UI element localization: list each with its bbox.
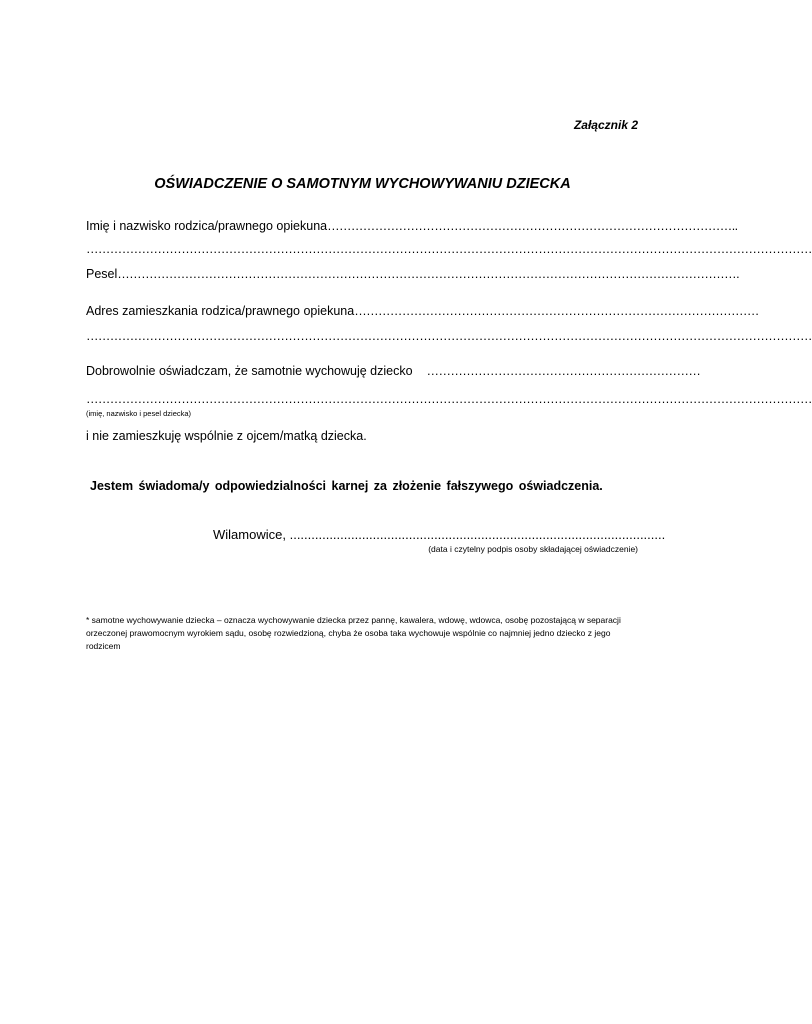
child-data-caption: (imię, nazwisko i pesel dziecka) (86, 409, 192, 418)
parent-name-field[interactable]: ………………………………………………………………………………………….. (327, 219, 738, 233)
place-label: Wilamowice, (213, 527, 286, 542)
child-data-field[interactable]: ………………………………………………………………………………………………………………………………………………………………… (86, 392, 812, 406)
annex-label: Załącznik 2 (573, 118, 638, 132)
address-continuation-line (86, 328, 812, 344)
document-title: OŚWIADCZENIE O SAMOTNYM WYCHOWYWANIU DZIECKA (154, 176, 571, 192)
address-label: Adres zamieszkania rodzica/prawnego opiekuna (86, 304, 355, 318)
parent-name-label: Imię i nazwisko rodzica/prawnego opiekuna (86, 219, 328, 233)
signature-field[interactable]: ........................................................................................................ (289, 527, 666, 542)
pesel-field[interactable]: …………………………………………………………………………………………………………………………………………. (117, 267, 739, 281)
parent-name-continuation-line (86, 241, 812, 257)
place-date-line (213, 527, 666, 542)
address-line (86, 303, 759, 319)
signature-caption: (data i czytelny podpis osoby składającej oświadczenie) (428, 544, 638, 554)
declaration-field[interactable]: …………………………………………………………… (426, 364, 701, 378)
address-continuation-field[interactable]: ………………………………………………………………………………………………………………………………………………………………… (86, 329, 812, 343)
child-data-line (86, 391, 812, 407)
declaration-label: Dobrowolnie oświadczam, że samotnie wychowuję dziecko (86, 364, 413, 378)
not-living-together-text: i nie zamieszkuję wspólnie z ojcem/matką dziecka. (86, 429, 367, 443)
address-field[interactable]: ………………………………………………………………………………………… (354, 304, 759, 318)
parent-name-continuation-field[interactable]: ………………………………………………………………………………………………………………………………………………………………… (86, 242, 812, 256)
parent-name-line (86, 218, 738, 234)
footnote: * samotne wychowywanie dziecka – oznacza wychowywanie dziecka przez pannę, kawalera, wdowę, wdowca, osobę pozostającą w separacji orzeczonej prawomocnym wyrokiem sądu, osobę rozwiedzioną, chyba że osoba taka wychowuje wspólnie co najmniej jedno dziecko z jego rodzicem (86, 615, 621, 651)
declaration-line (86, 363, 701, 379)
liability-statement: Jestem świadoma/y odpowiedzialności karnej za złożenie fałszywego oświadczenia. (90, 479, 603, 493)
pesel-label: Pesel (86, 267, 118, 281)
pesel-line (86, 266, 739, 282)
